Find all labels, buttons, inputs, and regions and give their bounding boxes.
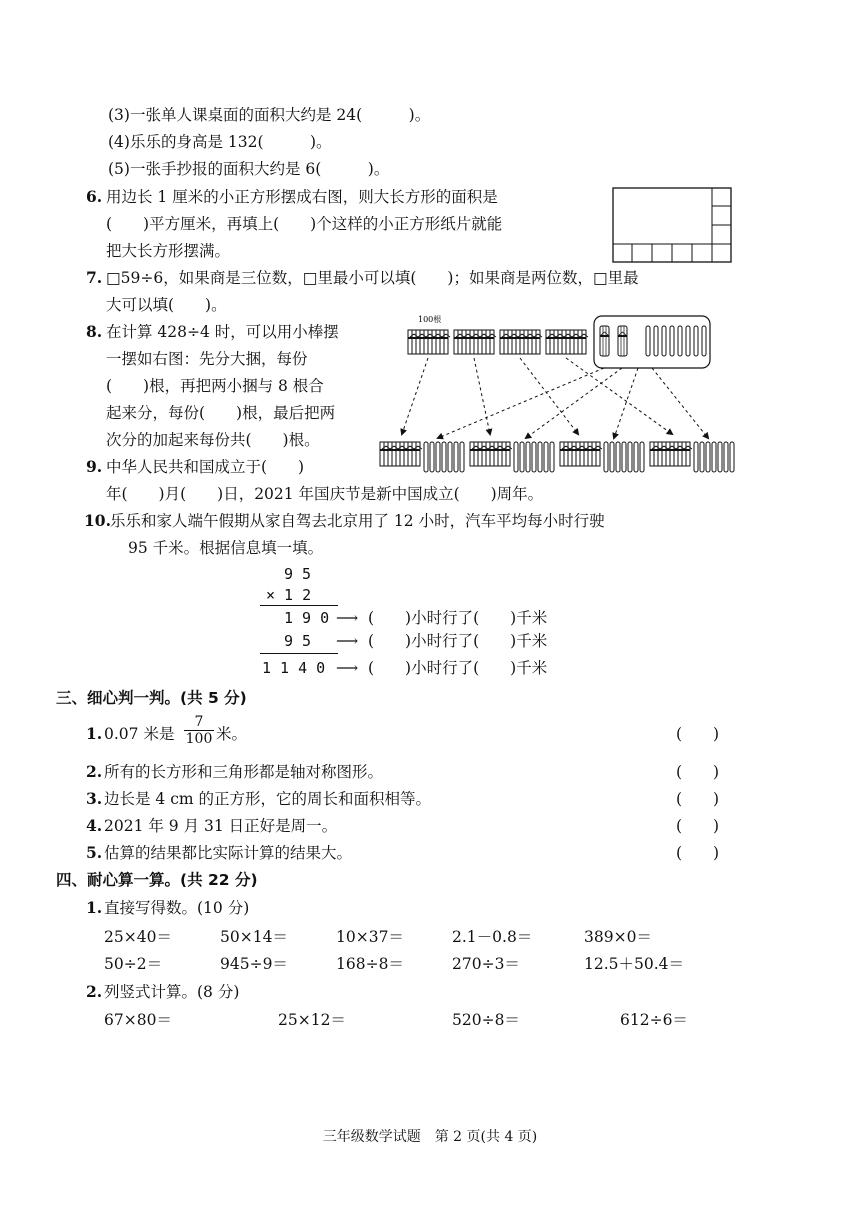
calc-item: 389×0＝ <box>584 928 652 946</box>
p3-q4-text: 2021 年 9 月 31 日正好是周一。 <box>104 817 338 835</box>
calc-result: 1 1 4 0 <box>262 659 326 677</box>
bottom-stick <box>526 442 530 472</box>
bottom-stick <box>544 442 548 472</box>
fraction-7-100 <box>184 714 214 747</box>
calc-item: 270÷3＝ <box>452 955 520 973</box>
dashed-arrow <box>566 358 672 434</box>
bottom-stick <box>442 442 446 472</box>
p3-q5-answer: ( ) <box>676 844 720 862</box>
bottom-stick <box>706 442 710 472</box>
bottom-stick <box>604 442 608 472</box>
dashed-arrow <box>652 368 708 438</box>
top-stick <box>694 326 698 356</box>
top-stick <box>654 326 658 356</box>
top-small-bundle <box>618 326 627 356</box>
arrow-icon: ⟶ <box>336 632 359 650</box>
top-stick <box>670 326 674 356</box>
calc-item: 12.5＋50.4＝ <box>584 955 685 973</box>
p4-sub1-title: 直接写得数。(10 分) <box>104 899 250 917</box>
dashed-arrow <box>520 358 578 434</box>
p4-sub1-number: 1. <box>86 898 103 917</box>
bottom-stick <box>532 442 536 472</box>
bottom-stick <box>616 442 620 472</box>
bottom-big-bundle <box>560 442 602 466</box>
dashed-arrow <box>614 368 638 438</box>
bottom-stick <box>634 442 638 472</box>
q9-number: 9. <box>86 457 103 476</box>
p3-q1-number: 1. <box>86 724 103 743</box>
calc-multiplicand: 9 5 <box>284 565 312 583</box>
bottom-stick <box>538 442 542 472</box>
p3-q1-answer: ( ) <box>676 725 720 743</box>
bottom-stick <box>724 442 728 472</box>
bottom-stick <box>700 442 704 472</box>
calc-partial-1: 1 9 0 <box>284 609 330 627</box>
top-stick <box>662 326 666 356</box>
dashed-arrow <box>526 368 622 438</box>
top-stick <box>702 326 706 356</box>
top-big-bundle <box>500 330 542 354</box>
fraction-denominator: 100 <box>185 731 213 747</box>
calc-item: 945÷9＝ <box>220 955 288 973</box>
q8-line-2: 一摆如右图：先分大捆，每份 <box>106 350 308 368</box>
arrow-icon: ⟶ <box>336 659 359 677</box>
calc-fill-2: ( )小时行了( )千米 <box>368 632 548 650</box>
sticks-division-figure <box>378 308 746 478</box>
calc-fill-3: ( )小时行了( )千米 <box>368 659 548 677</box>
p3-q4-answer: ( ) <box>676 817 720 835</box>
column-calc-item: 612÷6＝ <box>620 1011 688 1029</box>
q8-line-1: 在计算 428÷4 时，可以用小棒摆 <box>106 323 339 341</box>
p3-q1-text-before: 0.07 米是 <box>104 725 175 743</box>
q5-line-5: (5)一张手抄报的面积大约是 6( )。 <box>108 160 390 178</box>
dashed-arrow <box>438 368 604 438</box>
dashed-arrow <box>402 358 428 434</box>
bundle-label: 100根 <box>418 315 442 324</box>
p4-sub2-number: 2. <box>86 982 103 1001</box>
q8-number: 8. <box>86 322 103 341</box>
q6-number: 6. <box>86 187 103 206</box>
q8-line-5: 次分的加起来每份共( )根。 <box>106 431 320 449</box>
top-stick <box>646 326 650 356</box>
q5-line-4: (4)乐乐的身高是 132( )。 <box>108 133 332 151</box>
top-stick <box>678 326 682 356</box>
p3-q2-text: 所有的长方形和三角形都是轴对称图形。 <box>104 763 384 781</box>
bottom-stick <box>628 442 632 472</box>
calc-item: 50÷2＝ <box>104 955 163 973</box>
bottom-big-bundle <box>380 442 422 466</box>
top-big-bundle <box>408 330 450 354</box>
bottom-stick <box>520 442 524 472</box>
q7-number: 7. <box>86 268 103 287</box>
q9-line-1: 中华人民共和国成立于( ) <box>106 458 305 476</box>
bottom-stick <box>730 442 734 472</box>
p3-q5-text: 估算的结果都比实际计算的结果大。 <box>104 844 353 862</box>
bottom-stick <box>430 442 434 472</box>
top-big-bundle <box>454 330 496 354</box>
top-big-bundle <box>546 330 588 354</box>
p3-q4-number: 4. <box>86 816 103 835</box>
bottom-stick <box>460 442 464 472</box>
bottom-stick <box>550 442 554 472</box>
bottom-stick <box>448 442 452 472</box>
fraction-numerator: 7 <box>194 714 204 730</box>
column-calc-item: 67×80＝ <box>104 1011 172 1029</box>
q5-line-3: (3)一张单人课桌面的面积大约是 24( )。 <box>108 106 431 124</box>
calc-partial-2: 9 5 <box>284 632 312 650</box>
bottom-stick <box>610 442 614 472</box>
column-calc-item: 25×12＝ <box>278 1011 346 1029</box>
column-calc-item: 520÷8＝ <box>452 1011 520 1029</box>
calc-multiplier: × 1 2 <box>266 586 312 604</box>
bottom-stick <box>454 442 458 472</box>
top-stick <box>686 326 690 356</box>
p4-sub2-title: 列竖式计算。(8 分) <box>104 983 240 1001</box>
q10-line-1: 乐乐和家人端午假期从家自驾去北京用了 12 小时，汽车平均每小时行驶 <box>110 512 605 530</box>
q8-line-4: 起来分，每份( )根，最后把两 <box>106 404 336 422</box>
section-3-header: 三、细心判一判。(共 5 分) <box>56 689 247 707</box>
bottom-stick <box>712 442 716 472</box>
dashed-arrow <box>474 358 490 434</box>
calc-line-2 <box>260 653 338 654</box>
arrow-icon: ⟶ <box>336 609 359 627</box>
q7-line-1: □59÷6，如果商是三位数，□里最小可以填( )；如果商是两位数，□里最 <box>106 269 639 287</box>
q10-line-2: 95 千米。根据信息填一填。 <box>128 539 324 557</box>
bottom-stick <box>640 442 644 472</box>
q6-line-2: ( )平方厘米，再填上( )个这样的小正方形纸片就能 <box>106 215 503 233</box>
q9-line-2: 年( )月( )日，2021 年国庆节是新中国成立( )周年。 <box>106 485 544 503</box>
calc-item: 50×14＝ <box>220 928 288 946</box>
bottom-big-bundle <box>650 442 692 466</box>
calc-item: 168÷8＝ <box>336 955 404 973</box>
remainder-box <box>594 316 710 368</box>
bottom-stick <box>436 442 440 472</box>
p3-q3-text: 边长是 4 cm 的正方形，它的周长和面积相等。 <box>104 790 432 808</box>
p3-q2-number: 2. <box>86 762 103 781</box>
p3-q3-number: 3. <box>86 789 103 808</box>
calc-fill-1: ( )小时行了( )千米 <box>368 609 548 627</box>
calc-line-1 <box>260 605 338 606</box>
bottom-stick <box>622 442 626 472</box>
q6-line-1: 用边长 1 厘米的小正方形摆成右图，则大长方形的面积是 <box>106 188 498 206</box>
q10-number: 10. <box>84 511 111 530</box>
bottom-stick <box>718 442 722 472</box>
p3-q3-answer: ( ) <box>676 790 720 808</box>
rectangle-grid-figure <box>612 187 734 265</box>
q8-line-3: ( )根，再把两小捆与 8 根合 <box>106 377 324 395</box>
calc-item: 10×37＝ <box>336 928 404 946</box>
p3-q2-answer: ( ) <box>676 763 720 781</box>
p3-q1-text-after: 米。 <box>216 725 248 743</box>
calc-item: 2.1－0.8＝ <box>452 928 533 946</box>
p3-q5-number: 5. <box>86 843 103 862</box>
q6-line-3: 把大长方形摆满。 <box>106 242 231 260</box>
section-4-header: 四、耐心算一算。(共 22 分) <box>56 871 258 889</box>
q7-line-2: 大可以填( )。 <box>106 296 227 314</box>
bottom-stick <box>694 442 698 472</box>
bottom-big-bundle <box>470 442 512 466</box>
top-small-bundle <box>600 326 609 356</box>
calc-item: 25×40＝ <box>104 928 172 946</box>
bottom-stick <box>514 442 518 472</box>
bottom-stick <box>424 442 428 472</box>
page-footer: 三年级数学试题 第 2 页(共 4 页) <box>322 1129 538 1145</box>
